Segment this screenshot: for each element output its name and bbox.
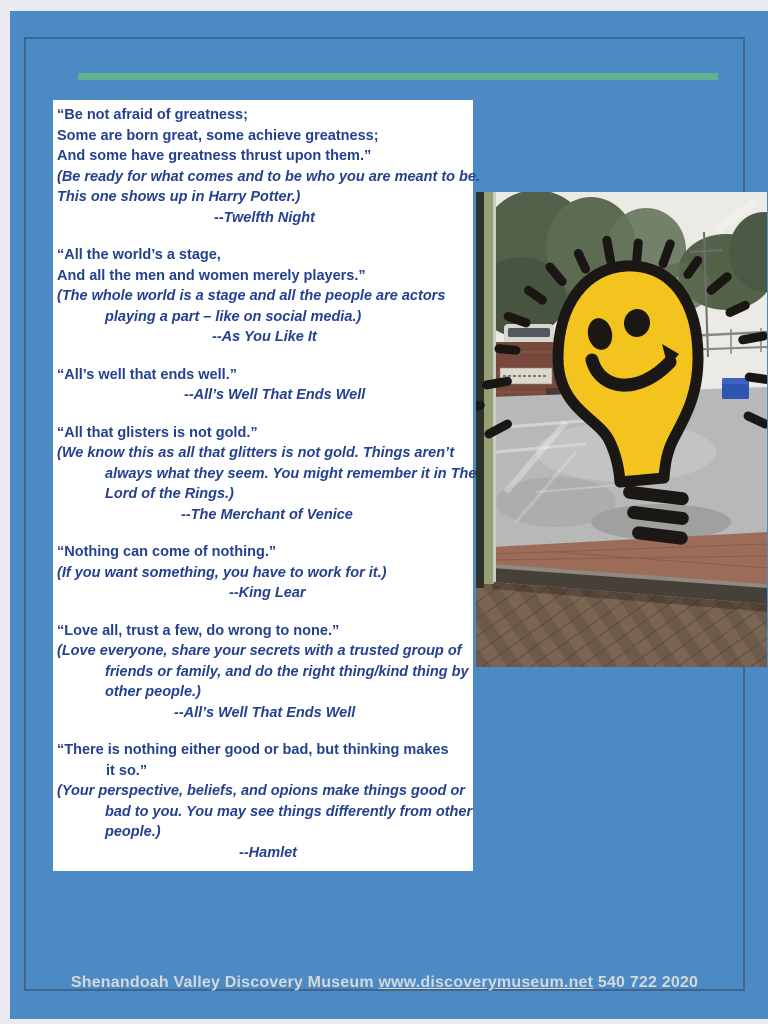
quote-block [57, 621, 473, 724]
attribution-line: --As You Like It [212, 329, 317, 345]
quote-block [57, 542, 473, 604]
quote-block [57, 365, 473, 406]
quote-line: “Nothing can come of nothing.” [57, 544, 277, 560]
quote-line: “There is nothing either good or bad, but thinking makes [57, 742, 449, 758]
quote-line: “Be not afraid of greatness; [57, 107, 248, 123]
quote-line: Some are born great, some achieve greatness; [57, 127, 379, 144]
attribution-line: --King Lear [229, 585, 306, 601]
blue-bin [722, 378, 749, 399]
quote-block [57, 105, 480, 228]
teal-accent-bar [78, 73, 718, 80]
quote-block [57, 740, 473, 863]
attribution-line: --All’s Well That Ends Well [174, 704, 356, 721]
museum-website-link[interactable]: www.discoverymuseum.net [378, 974, 594, 991]
quote-line: it so.” [106, 762, 148, 779]
explanation-line: (We know this as all that glitters is not gold. Things aren’t [57, 445, 455, 461]
quote-line: And all the men and women merely players.” [57, 267, 366, 284]
attribution-line: --Hamlet [239, 844, 298, 861]
quote-line: “Love all, trust a few, do wrong to none.” [57, 622, 340, 639]
explanation-line: friends or family, and do the right thing/kind thing by [105, 663, 469, 680]
attribution-line: --The Merchant of Venice [181, 506, 353, 523]
quote-block [57, 245, 473, 348]
quote-line: “All the world’s a stage, [57, 247, 221, 263]
museum-name: Shenandoah Valley Discovery Museum [70, 974, 374, 991]
explanation-line: bad to you. You may see things differently from other [105, 803, 473, 820]
explanation-line: (The whole world is a stage and all the people are actors [57, 288, 446, 304]
explanation-line: always what they seem. You might remember it in The [105, 465, 477, 482]
explanation-line: (Be ready for what comes and to be who you are meant to be. [57, 168, 480, 185]
museum-phone: 540 722 2020 [597, 974, 699, 991]
quote-list [57, 105, 480, 863]
explanation-line: (Love everyone, share your secrets with a trusted group of [57, 643, 462, 659]
footer-contact-line [24, 974, 745, 992]
window-frame-left [476, 192, 496, 588]
explanation-line: playing a part – like on social media.) [105, 308, 362, 325]
explanation-line: other people.) [105, 684, 201, 700]
quote-block [57, 423, 477, 526]
explanation-line: (If you want something, you have to work for it.) [57, 564, 387, 581]
explanation-line: people.) [105, 824, 161, 840]
attribution-line: --All’s Well That Ends Well [184, 387, 366, 403]
quote-line: “All’s well that ends well.” [57, 366, 237, 383]
quotes-text-box [53, 100, 480, 871]
quote-line: And some have greatness thrust upon them.” [57, 148, 372, 164]
explanation-line: This one shows up in Harry Potter.) [57, 189, 301, 205]
window-photo [476, 192, 767, 667]
explanation-line: (Your perspective, beliefs, and opions make things good or [57, 783, 465, 799]
attribution-line: --Twelfth Night [214, 209, 315, 226]
quote-line: “All that glisters is not gold.” [57, 424, 258, 441]
explanation-line: Lord of the Rings.) [105, 486, 234, 502]
